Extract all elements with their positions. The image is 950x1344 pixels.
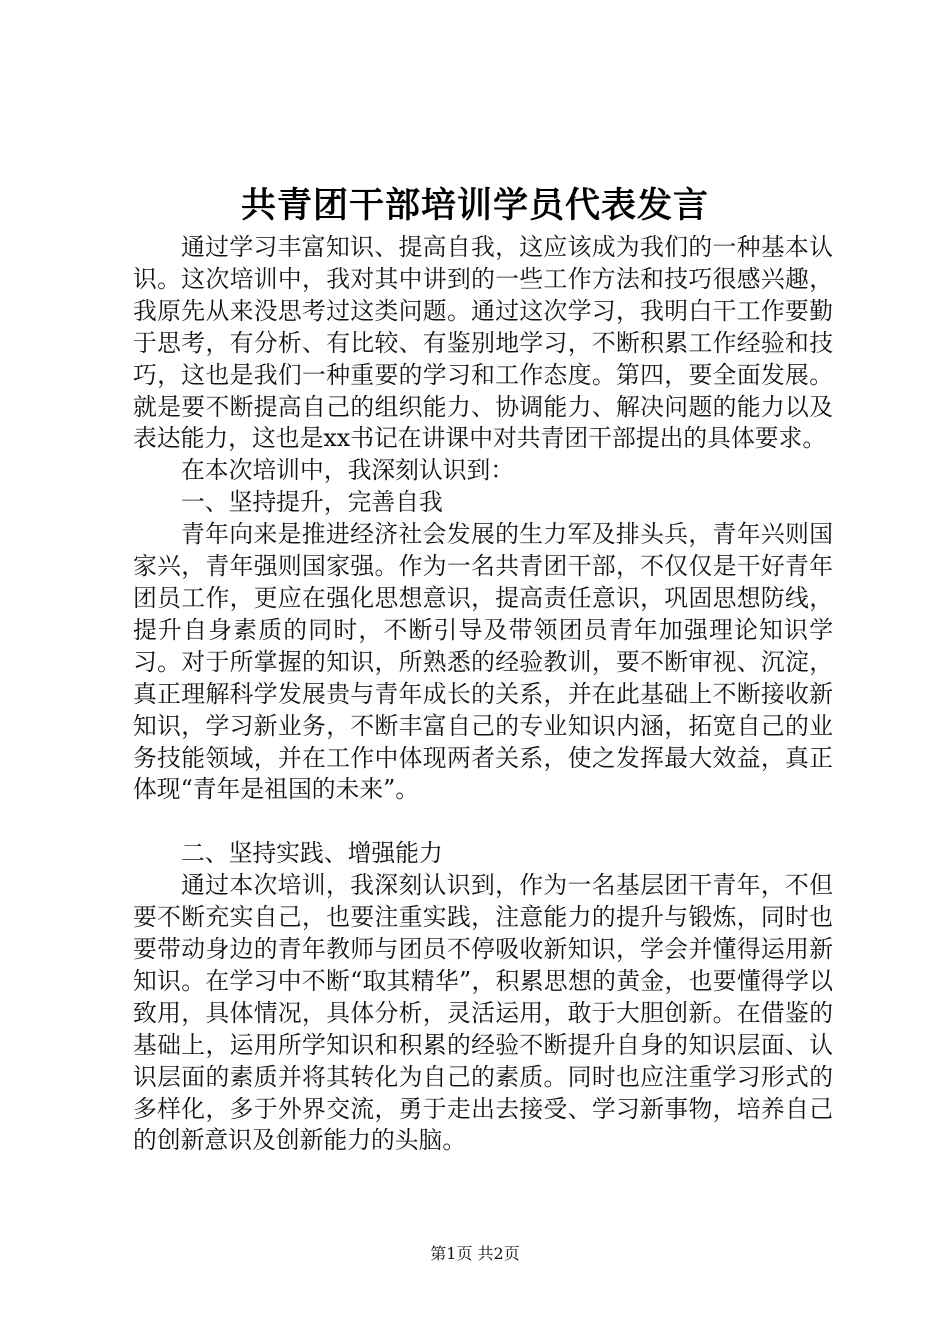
section-heading-2: 二、坚持实践、增强能力	[181, 839, 443, 868]
page-footer: 第1页 共2页	[430, 1244, 520, 1263]
paragraph-3: 青年向来是推进经济社会发展的生力军及排头兵，青年兴则国家兴，青年强则国家强。作为一名共青团干部，不仅仅是干好青年团员工作，更应在强化思想意识，提高责任意识，巩固思想防线，提升自身素质的同时，不断引导及带领团员青年加强理论知识学习。对于所掌握的知识，所熟悉的经验教训，要不断审视、沉淀，真正理解科学发展贵与青年成长的关系，并在此基础上不断接收新知识，学习新业务，不断丰富自己的专业知识内涵，拓宽自己的业务技能领域，并在工作中体现两者关系，使之发挥最大效益，真正体现“青年是祖国的未来”。	[133, 520, 833, 804]
document-body	[133, 232, 833, 1157]
section-heading-1: 一、坚持提升，完善自我	[181, 488, 443, 517]
document-title: 共青团干部培训学员代表发言	[240, 185, 709, 226]
paragraph-1: 通过学习丰富知识、提高自我，这应该成为我们的一种基本认识。这次培训中，我对其中讲到的一些工作方法和技巧很感兴趣，我原先从来没思考过这类问题。通过这次学习，我明白干工作要勤于思考，有分析、有比较、有鉴别地学习，不断积累工作经验和技巧，这也是我们一种重要的学习和工作态度。第四，要全面发展。就是要不断提高自己的组织能力、协调能力、解决问题的能力以及表达能力，这也是xx书记在讲课中对共青团干部提出的具体要求。	[133, 233, 833, 453]
paragraph-spacer	[133, 806, 833, 838]
paragraph-4: 通过本次培训，我深刻认识到，作为一名基层团干青年，不但要不断充实自己，也要注重实践，注意能力的提升与锻炼，同时也要带动身边的青年教师与团员不停吸收新知识，学会并懂得运用新知识。在学习中不断“取其精华”，积累思想的黄金，也要懂得学以致用，具体情况，具体分析，灵活运用，敢于大胆创新。在借鉴的基础上，运用所学知识和积累的经验不断提升自身的知识层面、认识层面的素质并将其转化为自己的素质。同时也应注重学习形式的多样化，多于外界交流，勇于走出去接受、学习新事物，培养自己的创新意识及创新能力的头脑。	[133, 871, 833, 1155]
paragraph-2: 在本次培训中，我深刻认识到：	[181, 456, 515, 485]
